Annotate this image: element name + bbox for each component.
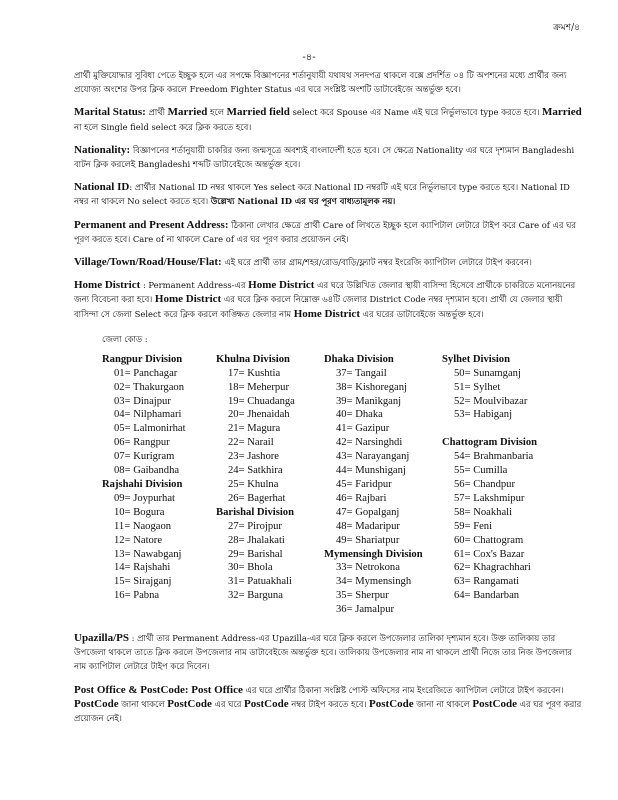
district-item: 61= Cox's Bazar xyxy=(454,548,525,560)
district-item: 46= Rajbari xyxy=(336,492,387,504)
district-item: 44= Munshiganj xyxy=(336,465,406,477)
district-column xyxy=(102,353,216,617)
marital-status-paragraph: Marital Status: প্রার্থী Married হলে Married field select করে Spouse এর Name এই ঘরে নির্ভুলভাবে type করতে হবে। Married না হলে Single field select করে ক্লিক করতে হবে। xyxy=(74,106,582,132)
district-item: 10= Bogura xyxy=(114,506,165,518)
district-item: 60= Chattogram xyxy=(454,534,524,546)
nationality-paragraph: Nationality: বিজ্ঞাপনের শর্তানুযায়ী চাকরির জন্য জন্মসূত্রে অবশ্যই বাংলাদেশী হতে হবে। সে ক্ষেত্রে Nationality এর ঘরে দৃশ্যমান Bangladeshi বাটন ক্লিক করলেই Bangladeshi শব্দটি ডাটাবেইজে অন্তর্ভুক্ত হবে। xyxy=(74,143,575,170)
district-column xyxy=(324,353,442,617)
district-item: 38= Kishoreganj xyxy=(336,381,407,393)
division-heading: Mymensingh Division xyxy=(324,548,423,560)
division-heading: Rajshahi Division xyxy=(102,479,183,490)
freedom-fighter-paragraph: প্রার্থী মুক্তিযোদ্ধার সুবিধা পেতে ইচ্ছুক হলে এর সপক্ষে বিজ্ঞাপনের শর্তানুযায়ী যথাযথ সনদপত্র থাকলে বক্সে প্রদর্শিত ০৪ টি অপশনের মধ্যে প্রার্থীর জন্য প্রযোজ্য অংশের উপর ক্লিক করলে Freedom Fighter Status এর ঘরে সংশ্লিষ্ট অংশটি ডাটাবেইজে অন্তর্ভুক্ত হবে। xyxy=(74,70,567,95)
district-item: 64= Bandarban xyxy=(454,590,520,602)
page-number: -৪- xyxy=(302,52,316,63)
district-item: 58= Noakhali xyxy=(454,506,513,518)
home-district-paragraph: Home District : Permanent Address-এর Home District এর ঘরে উল্লিখিত জেলার স্থায়ী বাসিন্দা হিসেবে প্রার্থীকে চাকরিতে মনোনয়নের জন্য বিবেচনা করা হবে। Home District এর ঘরে ক্লিক করলে নিম্নোক্ত ৬৪টি জেলার District Code নম্বর দৃশ্যমান হবে। প্রার্থী যে জেলার স্থায়ী বাসিন্দা সে জেলা Select করে ক্লিক করলে কাঙ্ক্ষিত জেলার নাম Home District এর ঘরের ডাটাবেইজে অন্তর্ভুক্ত হবে। xyxy=(74,279,576,320)
district-item: 52= Moulvibazar xyxy=(454,395,528,407)
district-item: 32= Barguna xyxy=(228,590,283,602)
division-heading: Barishal Division xyxy=(216,506,294,518)
document-body xyxy=(74,68,582,734)
district-item: 42= Narsinghdi xyxy=(336,437,403,449)
district-column xyxy=(442,353,556,617)
district-item: 20= Jhenaidah xyxy=(228,409,290,421)
district-item: 31= Patuakhali xyxy=(228,576,292,588)
district-item: 04= Nilphamari xyxy=(114,409,182,421)
village-label: Village/Town/Road/House/Flat: xyxy=(74,256,222,269)
post-office-label: Post Office & PostCode: xyxy=(74,683,189,696)
district-item: 07= Kurigram xyxy=(114,451,175,463)
nationality-label: Nationality: xyxy=(74,143,131,156)
district-item: 18= Meherpur xyxy=(228,381,289,393)
district-item: 51= Sylhet xyxy=(454,381,501,393)
address-label: Permanent and Present Address: xyxy=(74,218,229,231)
district-item: 33= Netrokona xyxy=(336,562,400,574)
district-code-heading: জেলা কোড : xyxy=(102,333,148,344)
district-item: 45= Faridpur xyxy=(336,479,392,490)
district-item: 08= Gaibandha xyxy=(114,465,180,477)
district-item: 24= Satkhira xyxy=(228,465,283,477)
district-item: 35= Sherpur xyxy=(336,590,389,602)
division-heading: Rangpur Division xyxy=(102,353,183,365)
district-item: 11= Naogaon xyxy=(114,520,172,532)
district-item: 50= Sunamganj xyxy=(454,367,521,379)
district-item: 15= Sirajganj xyxy=(114,576,172,588)
district-code-table xyxy=(102,353,582,617)
village-paragraph: Village/Town/Road/House/Flat: এই ঘরে প্রার্থী তার গ্রাম/শহর/রোড/বাড়ি/ফ্ল্যাট নম্বর ইংরেজি ক্যাপিটাল লেটারে টাইপ করবেন। xyxy=(74,256,532,269)
division-heading: Khulna Division xyxy=(216,353,290,365)
district-item: 01= Panchagar xyxy=(114,367,178,379)
district-item: 05= Lalmonirhat xyxy=(114,423,186,435)
district-item: 53= Habiganj xyxy=(454,409,513,421)
district-item: 56= Chandpur xyxy=(454,478,515,490)
district-item: 22= Narail xyxy=(228,437,274,449)
continuation-mark: ক্রমশ/৪ xyxy=(553,23,580,33)
district-item: 41= Gazipur xyxy=(336,423,390,435)
district-item: 36= Jamalpur xyxy=(336,604,395,616)
district-item: 23= Jashore xyxy=(228,451,279,463)
district-item: 21= Magura xyxy=(228,423,281,435)
upazilla-paragraph: Upazilla/PS : প্রার্থী তার Permanent Address-এর Upazilla-এর ঘরে ক্লিক করলে উপজেলার তালিকা দৃশ্যমান হবে। উক্ত তালিকায় তার উপজেলা থাকলে তাতে ক্লিক করলে উপজেলার নাম ডাটাবেইজে অন্তর্ভুক্ত হবে। তালিকায় উপজেলার নাম না থাকলে প্রার্থী নিজে তার নিজ উপজেলার নাম ক্যাপিটাল লেটারে টাইপ করে দিবেন। xyxy=(74,632,572,672)
district-item: 54= Brahmanbaria xyxy=(454,451,534,463)
district-item: 29= Barishal xyxy=(228,548,283,560)
marital-status-label: Marital Status: xyxy=(74,106,146,119)
upazilla-label: Upazilla/PS xyxy=(74,632,130,645)
district-item: 02= Thakurgaon xyxy=(114,381,185,393)
district-item: 14= Rajshahi xyxy=(114,562,171,574)
district-item: 37= Tangail xyxy=(336,367,387,379)
district-item: 12= Natore xyxy=(114,534,163,546)
district-item: 06= Rangpur xyxy=(114,437,170,449)
national-id-paragraph: National ID: প্রার্থীর National ID নম্বর থাকলে Yes select করে National ID নম্বরটি এই ঘরে নির্ভুলভাবে type করতে হবে। National ID নম্বর না থাকলে No select করতে হবে। উল্লেখ্য National ID এর ঘর পূরণ বাধ্যতামূলক নয়। xyxy=(74,181,570,207)
national-id-label: National ID xyxy=(74,181,130,194)
district-item: 16= Pabna xyxy=(114,590,160,602)
district-item: 03= Dinajpur xyxy=(114,395,171,407)
district-item: 55= Cumilla xyxy=(454,465,508,477)
post-office-paragraph: Post Office & PostCode: Post Office এর ঘরে প্রার্থীর ঠিকানা সংশ্লিষ্ট পোস্ট অফিসের নাম ইংরেজিতে ক্যাপিটাল লেটারে টাইপ করবেন। PostCode জানা থাকলে PostCode এর ঘরে PostCode নম্বর টাইপ করতে হবে। PostCode জানা না থাকলে PostCode এর ঘর পূরণ করার প্রয়োজন নেই। xyxy=(74,683,582,724)
address-paragraph: Permanent and Present Address: ঠিকানা লেখার ক্ষেত্রে প্রার্থী Care of লিখতে ইচ্ছুক হলে ক্যাপিটাল লেটারে টাইপ করে Care of এর ঘর পূরণ করতে হবে। Care of না থাকলে Care of এর ঘর পূরণ করার প্রয়োজন নেই। xyxy=(74,218,576,244)
district-item: 63= Rangamati xyxy=(454,576,520,588)
district-item: 43= Narayanganj xyxy=(336,451,410,463)
district-item: 17= Kushtia xyxy=(228,367,281,379)
district-item: 28= Jhalakati xyxy=(228,534,285,546)
district-item: 19= Chuadanga xyxy=(228,395,295,407)
district-item: 09= Joypurhat xyxy=(114,492,175,504)
division-heading: Sylhet Division xyxy=(442,353,510,365)
district-item: 26= Bagerhat xyxy=(228,492,286,504)
district-item: 48= Madaripur xyxy=(336,520,400,532)
district-item: 39= Manikganj xyxy=(336,395,402,407)
district-item: 62= Khagrachhari xyxy=(454,562,531,574)
district-item: 25= Khulna xyxy=(228,479,279,490)
national-id-note: উল্লেখ্য National ID এর ঘর পূরণ বাধ্যতামূলক নয়। xyxy=(210,196,396,207)
district-item: 30= Bhola xyxy=(228,562,273,574)
district-item: 34= Mymensingh xyxy=(336,576,412,588)
home-district-label: Home District xyxy=(74,279,141,292)
district-item: 40= Dhaka xyxy=(336,409,383,421)
district-item: 47= Gopalganj xyxy=(336,506,400,518)
district-column xyxy=(216,353,324,617)
district-item: 57= Lakshmipur xyxy=(454,492,525,504)
division-heading: Chattogram Division xyxy=(442,437,538,449)
district-item: 59= Feni xyxy=(454,520,493,532)
district-item: 49= Shariatpur xyxy=(336,534,400,546)
district-item: 13= Nawabganj xyxy=(114,548,182,560)
district-item: 27= Pirojpur xyxy=(228,520,282,532)
division-heading: Dhaka Division xyxy=(324,353,394,365)
